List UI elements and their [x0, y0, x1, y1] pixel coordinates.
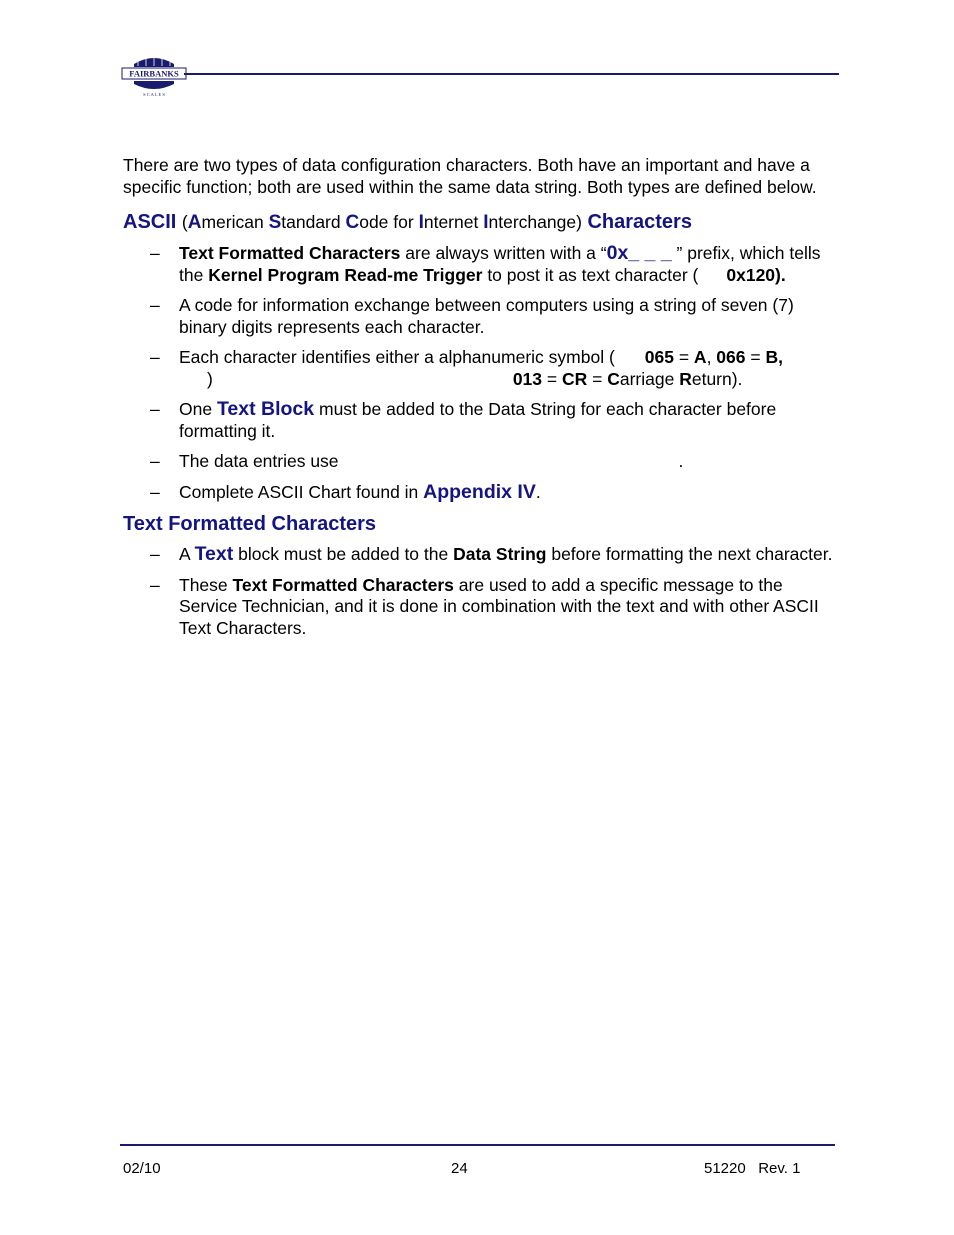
intro-paragraph: There are two types of data configuration characters. Both have an important and have a specific function; both are used within the same data string. Both types are defined below.	[123, 155, 817, 197]
text: arriage	[619, 368, 680, 389]
heading-cap-i: I	[418, 212, 424, 233]
text: .	[678, 451, 684, 471]
logo-wordmark: FAIRBANKS	[129, 68, 179, 79]
term: CR	[561, 368, 588, 389]
text: Complete ASCII Chart found in	[179, 481, 424, 502]
heading-text: nternet	[423, 212, 484, 232]
heading-text: merican	[201, 212, 269, 232]
bullet-dash: –	[150, 347, 160, 367]
link-appendix-iv[interactable]: Appendix IV	[423, 480, 536, 503]
term: Text Formatted Characters	[232, 574, 454, 595]
text: to post it as text character (	[482, 264, 699, 285]
term: 0x120).	[726, 264, 786, 285]
list-item	[123, 399, 833, 442]
list-item	[123, 347, 833, 390]
text: )	[207, 368, 213, 389]
text: Each character identifies either a alphanumeric symbol (	[179, 347, 615, 367]
text: before formatting the next character.	[546, 544, 833, 564]
tfc-list	[123, 544, 833, 639]
text: =	[542, 368, 562, 389]
text: These	[179, 574, 233, 595]
text: .	[535, 481, 541, 502]
heading-cap-a: A	[187, 212, 202, 233]
text: =	[587, 368, 608, 389]
text: ,	[706, 347, 717, 367]
term: 065	[644, 347, 674, 367]
text: One	[179, 399, 217, 419]
heading-text: ode for	[359, 212, 419, 232]
heading-cap-i: I	[483, 212, 489, 233]
list-item	[123, 544, 833, 566]
term: A	[693, 347, 707, 367]
term: 013	[512, 368, 543, 389]
ascii-list	[123, 243, 833, 503]
text: eturn).	[691, 368, 743, 389]
fairbanks-logo	[120, 52, 188, 98]
logo-subtext: S C A L E S	[143, 92, 165, 97]
list-item	[123, 482, 833, 504]
heading-cap-c: C	[345, 212, 360, 233]
text: A	[179, 544, 195, 564]
heading-cap-s: S	[268, 212, 282, 233]
text: must be added to the Data String for each character before formatting it.	[179, 399, 777, 441]
text: block must be added to the	[233, 544, 454, 564]
term: B,	[765, 347, 783, 367]
bullet-dash: –	[150, 451, 160, 471]
footer-date: 02/10	[123, 1160, 161, 1177]
list-item	[123, 451, 833, 473]
ascii-abbr: ASCII	[123, 211, 177, 233]
term: Text Formatted Characters	[179, 243, 401, 263]
text: A code for information exchange between computers using a string of seven (7) binary digits represents each character.	[179, 295, 794, 337]
list-item	[123, 575, 833, 640]
bullet-dash: –	[150, 481, 160, 502]
text: are always written with a “	[400, 243, 607, 263]
header-rule	[184, 73, 839, 75]
term: 066	[716, 347, 746, 367]
text: =	[745, 347, 766, 367]
code-prefix: 0x_ _ _	[606, 242, 672, 264]
footer-doc-rev: 51220 Rev. 1	[704, 1160, 801, 1177]
text: ” prefix, which tells the	[179, 243, 821, 285]
text: =	[673, 347, 694, 367]
heading-text: nterchange)	[488, 212, 582, 232]
text: are used to add a specific message to the Service Technician, and it is done in combination with the text and with other ASCII Text Characters.	[179, 574, 819, 638]
footer-rule	[120, 1144, 835, 1146]
list-item	[123, 243, 833, 286]
term: Kernel Program Read-me Trigger	[208, 264, 483, 285]
bullet-dash: –	[150, 544, 160, 564]
link-text-block[interactable]: Text Block	[216, 398, 315, 420]
list-item	[123, 295, 833, 338]
heading-paren: (	[181, 212, 188, 232]
link-text[interactable]: Text	[194, 543, 234, 565]
heading-tail: Characters	[581, 211, 692, 233]
bullet-dash: –	[150, 295, 160, 315]
term: C	[607, 368, 620, 389]
footer-page-number: 24	[451, 1160, 468, 1177]
heading-text: tandard	[281, 212, 346, 232]
term: Data String	[453, 544, 547, 564]
page-content	[123, 155, 833, 648]
ascii-heading	[123, 210, 833, 235]
text: The data entries use	[179, 451, 339, 471]
tfc-heading: Text Formatted Characters	[123, 513, 377, 535]
term: R	[679, 368, 692, 389]
bullet-dash: –	[150, 243, 160, 263]
bullet-dash: –	[150, 574, 160, 595]
bullet-dash: –	[150, 399, 160, 419]
